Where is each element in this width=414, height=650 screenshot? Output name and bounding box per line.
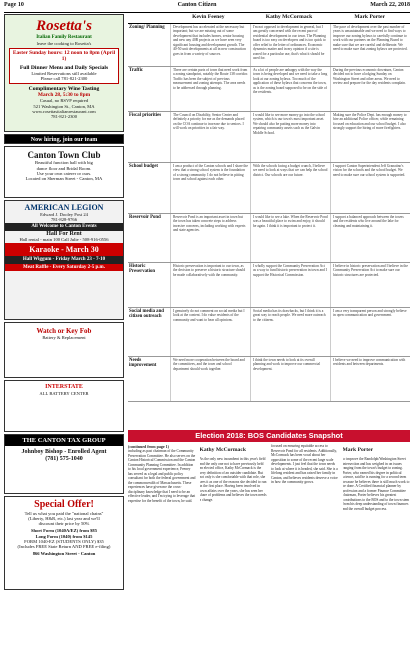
answer-cell: I believe we need to improve communication with residents and between departments. [330, 357, 410, 401]
answer-cell: I support a balanced approach between the towns and the residents who live around the lake for cleaning and maintaining it. [330, 214, 410, 262]
article-column [343, 444, 411, 646]
answer-cell: I think the town needs to look at its overall planning and work to improve our commercial development. [250, 357, 330, 401]
town-club-title: Canton Town Club [27, 150, 101, 160]
candidate-name: Kevin Feeney [168, 14, 249, 24]
legion-phone: 781-828-9766 [50, 217, 78, 223]
question-row [128, 67, 410, 112]
rosetta-menu: Full Dinner Menu and Daily Specials [19, 64, 109, 71]
answer-cell: The Council on Disability, Senior Center and definitely a priority for me as the demands placed on the COA continue to increase due to seniors. I will work on priorities in a fair way. [170, 112, 250, 162]
answer-cell: Social media has its drawbacks, but I think it is a great way to reach people. We need more outreach to the citizens. [250, 308, 330, 356]
legion-hall: Hall For Rent [46, 230, 82, 237]
article-body: As the only new incumbent in this year's field and the only one not to have previously held an elected office, Kathy McCormack is the very definition of an outsider candidate. But not only is she comfortable with that role, she sees it as one of the reasons she decided to run in the first place. Having been involved in town affairs over the years, she has seen her share of problems and believes the town needs a change. [199, 457, 267, 502]
rosetta-tasting: Complimentary Wine Tasting [28, 85, 100, 92]
town-club-line: Located on Sherman Street - Canton, MA [25, 176, 103, 182]
question-label: Social media and citizen outreach [129, 309, 164, 319]
answer-cell: I would like to see a lake. When the Reservoir Pond was a beautiful place to swim and enjoy, it should be again. I think it is important to protect it. [250, 214, 330, 262]
rosetta-sub: Italian Family Restaurant [36, 35, 92, 41]
rosetta-phone-line: Please call 781-821-2300 [40, 76, 88, 82]
rosetta-tag: leave the cooking to Rosetta's [36, 41, 92, 46]
ad-column [4, 14, 124, 646]
rosetta-limited: Limited Reservations still available [31, 71, 97, 77]
article-body: including as past chairman of the Community Preservation Committee. He also serves on the Canton Historical Commission and the Canton Community Planning Committee. In addition to his local government experience, Feeney has served as a legal and public policy consultant for both the federal government and the commonwealth of Massachusetts. These experiences have given me the cross-disciplinary knowledge that I need to be an effective leader, and I'm trying to leverage that expertise for the benefit of the town, he said. [128, 449, 196, 503]
special-line: (Liberty, H&R, etc.) last year and we'll [28, 515, 100, 521]
article-kicker: (continued from page 1) [128, 444, 169, 449]
answer-cell: During the previous economic downturn, Canton decided not to have a lodging Sunday on Washington Street and other areas. We need to review and prepare for the day residents complain. [330, 67, 410, 111]
american-legion-ad [4, 200, 124, 320]
tax-group-title: THE CANTON TAX GROUP [5, 435, 123, 446]
legion-title: AMERICAN LEGION [24, 203, 104, 212]
interstate-sub: ALL BATTERY CENTER [39, 390, 89, 396]
answer-cell: As a lot of people are unhappy with the way the town is being developed and we need to take a long look at our zoning bylaws. Too much of the application of these bylaws that concerns the town, as is the zoning board supposed to be on the side of the residents. [250, 67, 330, 111]
question-row [128, 214, 410, 263]
rosetta-address: 521 Washington St., Canton, MA [33, 103, 95, 109]
special-line: (Includes FREE State Return AND FREE e-filing) [17, 544, 111, 550]
answer-cell: Making sure the Police Dept. has enough money to hire an additional Police officer, while remaining focused on education and our school budget. I also strongly support the hiring of more firefighters. [330, 112, 410, 162]
topic-header [128, 14, 168, 24]
paper-name: Canton Citizen [177, 2, 217, 8]
watch-battery-ad [4, 322, 124, 378]
answer-cell: I'm not opposed to development in general, but I am greatly concerned with the recent pace of residential development in our town. The Planning board is too easy on developers and is too quick to offer relief to the letter of ordinances. Economic dynamics matter and in my opinion if a site is zoned for a particular use, that's what it should be used for. [250, 24, 330, 66]
question-label: Zoning/ Planning [129, 25, 165, 30]
page-header [4, 2, 410, 13]
special-line: discount their price by 50% [38, 521, 90, 527]
interstate-title: INTERSTATE [45, 384, 83, 390]
candidate-table [128, 14, 410, 402]
question-row [128, 163, 410, 214]
answer-cell: I am a product of the Canton schools and I share the view that a strong school system is the foundation of a strong community. I do not believe in pitting town and school against each other. [170, 163, 250, 213]
article-heading: Kathy McCormack [199, 447, 246, 453]
rosetta-easter: Easter Sunday hours: 12 noon to 8pm (April 1) [12, 50, 116, 63]
town-club-line: Beautiful function hall with big [35, 160, 93, 166]
candidate-name: Mark Porter [329, 14, 410, 24]
watch-ad-sub: Battery & Replacement [42, 335, 86, 341]
legion-post: Edward J. Dooley Post 24 [40, 212, 88, 218]
answer-cell: I am a very transparent person and strongly believe in open communication and government. [330, 308, 410, 356]
answer-cell: I support Canton Superintendent Jeff Granatino's vision for the schools and the school budget. We need to make sure our school system is supported. [330, 163, 410, 213]
town-club-line: Use your own caterer or ours. [36, 170, 92, 176]
answer-cell: With the schools facing a budget crunch, I believe we need to look at ways that we can help the school district. Our schools are our future. [250, 163, 330, 213]
article-column [128, 444, 196, 646]
candidate-header-row [128, 14, 410, 24]
special-line: FORM 1040-EZ (STUDENTS ONLY) $35 [24, 538, 104, 544]
question-label: Fiscal priorities [129, 113, 162, 118]
page-number: Page 10 [4, 2, 24, 8]
special-title: Special Offer! [34, 499, 94, 510]
question-row [128, 24, 410, 67]
special-line: Long Form (1040) from $145 [35, 533, 93, 539]
article-column [200, 444, 268, 646]
hiring-banner: Now hiring, join our team [4, 134, 124, 144]
question-label: School budget [129, 164, 158, 169]
answer-cell: Reservoir Pond is an important asset in town but the town has taken concrete steps to address invasive concerns, including working with experts and state agencies. [170, 214, 250, 262]
answer-cell: I wholly support the Community Preservation Act as a way to fund historic preservation in town and I support the Historical Commission. [250, 263, 330, 307]
answer-cell: The pace of development over the past number of years is unsustainable and we need to find ways to improve our zoning bylaws to carefully continue to work with our partners on the Planning Board to make sure that we are careful and deliberate. We need to make sure that zoning bylaws are protected. [330, 24, 410, 66]
tax-agent: Johnboy Bishop - Enrolled Agent [21, 449, 107, 456]
special-offer-ad [4, 496, 124, 590]
rosetta-web: www.rosettasitalianrestaurant.com [32, 108, 96, 114]
answer-cell: There are certain parts of town that need work from a zoning standpoint, notably the Route 138 corridor. Traffic has been the subject of previous measurement and zoning attempts. The area needs to be addressed through planning. [170, 67, 250, 111]
rosetta-tasting-date: March 28, 5:30 to 8pm [37, 92, 91, 99]
article-column [271, 444, 339, 646]
candidate-name: Kathy McCormack [249, 14, 330, 24]
question-label: Traffic [129, 68, 144, 73]
interstate-ad [4, 380, 124, 432]
question-label: Historic Preservation [129, 264, 156, 274]
legion-rates: Hall rental - main 100 Call Julie - 508-916-0556 [19, 237, 109, 243]
legion-raffle: Meat Raffle - Every Saturday 2-5 p.m. [5, 264, 123, 272]
question-label: Needs improvement [129, 358, 157, 368]
question-row [128, 357, 410, 402]
tax-phone: (781) 575-1040 [45, 456, 83, 463]
town-club-line: dance floor and Bridal Room. [36, 165, 92, 171]
special-address: 866 Washington Street - Canton [32, 551, 96, 557]
watch-ad-title: Watch or Key Fob [36, 327, 92, 335]
article-body: focused on ensuring equitable access to Reservoir Pond for all residents. Additionally, McCormack has been vocal about her opposition to some of the recent large scale developments. I just feel that the town needs to look at where it is headed, she said. She is a lifelong resident and has raised her family in Canton, and believes residents deserve a voice in how the community grows. [271, 444, 338, 485]
town-club-ad [4, 146, 124, 198]
rosetta-phone: 781-821-2300 [50, 114, 78, 120]
legion-wiggum: Hall Wiggum - Friday March 23 - 7-10 [5, 256, 123, 264]
answer-cell: We need more cooperation between the board and the committees, and the town and school department should work together. [170, 357, 250, 401]
article-body: to improve the Randolph/Washington Street intersection and has weighed in on issues ranging from the town's budget to zoning. Porter, who earned his degree in political science, said he is running for a second term because he believes there is still much work to be done. A Certified financial planner by profession and a former Finance Committee chairman, Porter believes his greatest contributions to the BOS and to the town stem from his deep understanding of town finances and the overall budget process. [342, 457, 410, 511]
question-rows [128, 24, 410, 402]
answer-cell: Historic preservation is important to our town, as the decision to preserve a historic structure should be made collaboratively with the community. [170, 263, 250, 307]
answer-cell: Development has accelerated at the necessary but important; but we are missing out of some development that includes homes, senior housing and new any 40B projects as we have seen very significant housing and development growth. The 40-50 unit developments at all in new construction goes in from a variety of sources. [170, 24, 250, 66]
legion-welcome: All Welcome to Canton Events [5, 223, 123, 231]
question-row [128, 308, 410, 357]
election-banner: Election 2018: BOS Candidates Snapshot [128, 430, 410, 442]
rosetta-easter-box [9, 48, 119, 83]
question-row [128, 263, 410, 308]
answer-cell: I believe in historic preservation and I believe in the Community Preservation Act to make sure our historic structures are protected. [330, 263, 410, 307]
issue-date: March 22, 2018 [370, 2, 410, 8]
article-heading: Mark Porter [342, 447, 374, 453]
question-row [128, 112, 410, 163]
answer-cell: I would like to see more money go into the school system, which is our town's most important asset. We should also be putting more money into repairing community assets such as the Galvin Middle School. [250, 112, 330, 162]
special-line: Short Form (1040A/EZ) from $85 [30, 528, 97, 534]
answer-cell: I genuinely do not comment on social media but I look at the content. I do value residents of the community and want to hear all opinions. [170, 308, 250, 356]
rosetta-ad [4, 14, 124, 132]
special-line: Tell us what you paid the "national chains" [24, 510, 104, 516]
rosetta-tasting-rsvp: Casual, no RSVP required [39, 98, 89, 104]
question-label: Reservoir Pond [129, 215, 161, 220]
canton-tax-ad [4, 434, 124, 494]
rosetta-logo: Rosetta's [36, 18, 92, 34]
legion-karaoke: Karaoke - March 30 [5, 243, 123, 256]
article-columns [128, 444, 410, 646]
